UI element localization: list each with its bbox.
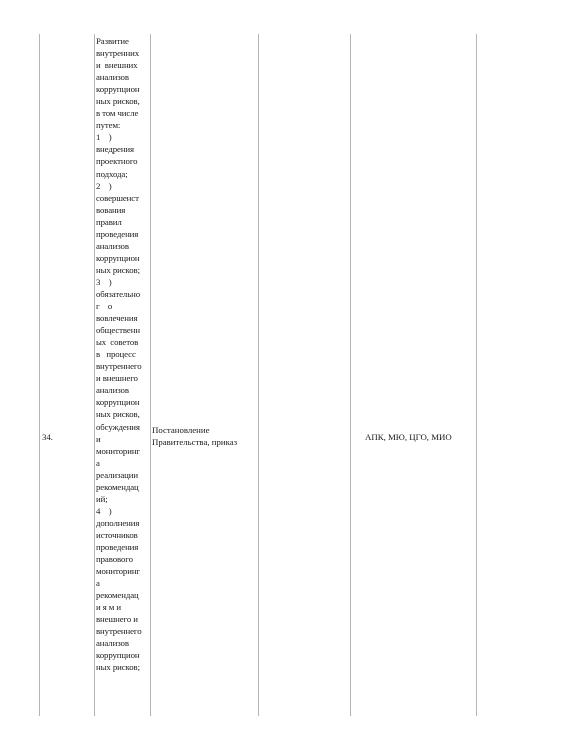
table-border-right (476, 34, 477, 716)
table-border-left (39, 34, 40, 716)
completion-form: Постановление Правительства, приказ (152, 425, 238, 447)
measure-text: Развитие внутренних и внешних анализов коррупцион ных рисков, в том числе путем: 1 ) внедрения проектного подхода; 2 ) совершенст вования правил проведения анализов коррупцион ных рисков; 3 ) обязательно г о вовлечения общественн ых советов в процесс внутреннего и внешнего анализов коррупцион ных рисков, обсуждения и мониторинг а реализации рекомендац ий; 4 ) дополнения источников проведения правового мониторинг а рекомендац и я м и внешнего и внутреннего анализов коррупцион ных рисков; (96, 36, 142, 673)
row-number: 34. (42, 432, 53, 442)
table-border-1 (94, 34, 95, 716)
table-border-4 (350, 34, 351, 716)
responsible-bodies: АПК, МЮ, ЦГО, МИО (365, 432, 452, 442)
table-border-3 (258, 34, 259, 716)
